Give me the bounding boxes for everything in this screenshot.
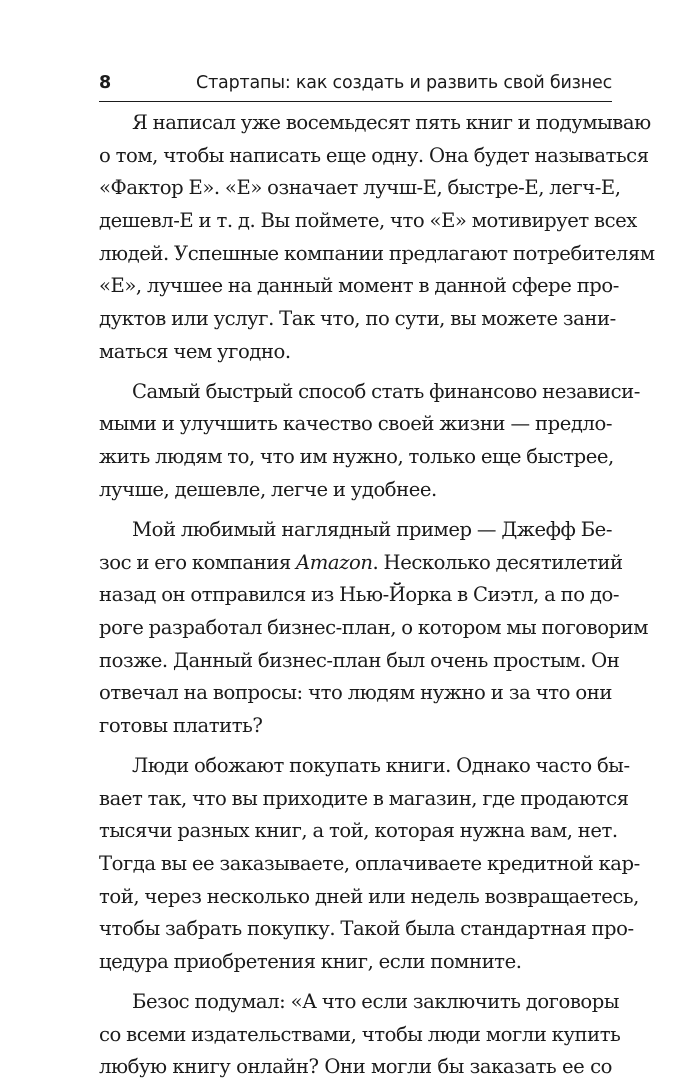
- text-line: любую книгу онлайн? Они могли бы заказать ее со: [99, 1055, 612, 1079]
- text-line: вает так, что вы приходите в магазин, где продаются: [99, 786, 629, 810]
- text-line: лучше, дешевле, легче и удобнее.: [99, 477, 437, 501]
- text-line: Тогда вы ее заказываете, оплачиваете кредитной кар-: [99, 852, 640, 876]
- text-segment: . Несколько десятилетий: [372, 550, 623, 574]
- text-line: роге разработал бизнес-план, о котором мы поговорим: [99, 615, 649, 639]
- text-line: той, через несколько дней или недель возвращаетесь,: [99, 884, 639, 908]
- text-line: жить людям то, что им нужно, только еще быстрее,: [99, 445, 614, 469]
- text-line: отвечал на вопросы: что людям нужно и за что они: [99, 681, 612, 705]
- text-line: тысячи разных книг, а той, которая нужна вам, нет.: [99, 819, 618, 843]
- text-line: со всеми издательствами, чтобы люди могли купить: [99, 1022, 621, 1046]
- text-line: чтобы забрать покупку. Такой была стандартная про-: [99, 917, 634, 941]
- running-title: Стартапы: как создать и развить свой бизнес: [196, 73, 612, 93]
- text-line: готовы платить?: [99, 713, 263, 737]
- text-line: Мой любимый наглядный пример — Джефф Бе-: [132, 517, 612, 541]
- text-segment: зос и его компания: [99, 550, 291, 574]
- paragraph-3: [99, 514, 649, 743]
- text-line: цедура приобретения книг, если помните.: [99, 950, 522, 974]
- text-line: мыми и улучшить качество своей жизни — предло-: [99, 412, 612, 436]
- page-number: 8: [99, 73, 112, 93]
- text-line: людей. Успешные компании предлагают потребителям: [99, 241, 655, 265]
- text-line: маться чем угодно.: [99, 339, 291, 363]
- company-name-amazon: Amazon: [296, 550, 373, 574]
- paragraph-1: [99, 107, 655, 369]
- header-rule: [99, 101, 612, 102]
- text-line: Люди обожают покупать книги. Однако часто бы-: [132, 753, 630, 777]
- text-line: назад он отправился из Нью-Йорка в Сиэтл, а по до-: [99, 583, 619, 607]
- text-line: о том, чтобы написать еще одну. Она будет называться: [99, 143, 649, 167]
- paragraph-2: [99, 376, 640, 507]
- paragraph-5: [99, 986, 621, 1084]
- text-line: позже. Данный бизнес-план был очень простым. Он: [99, 648, 620, 672]
- text-line: дуктов или услуг. Так что, по сути, вы можете зани-: [99, 307, 616, 331]
- body-text: [99, 107, 655, 1084]
- text-line: «Фактор Е». «Е» означает лучш-Е, быстре-Е, легч-Е,: [99, 176, 621, 200]
- text-line: Самый быстрый способ стать финансово независи-: [132, 379, 640, 403]
- text-line: Безос подумал: «А что если заключить договоры: [132, 990, 620, 1014]
- text-line: [99, 547, 623, 580]
- text-line: дешевл-Е и т. д. Вы поймете, что «Е» мотивирует всех: [99, 209, 637, 233]
- paragraph-4: [99, 750, 640, 979]
- text-line: «Е», лучшее на данный момент в данной сфере про-: [99, 274, 619, 298]
- text-line: Я написал уже восемьдесят пять книг и подумываю: [132, 111, 651, 134]
- page-header: [99, 68, 612, 98]
